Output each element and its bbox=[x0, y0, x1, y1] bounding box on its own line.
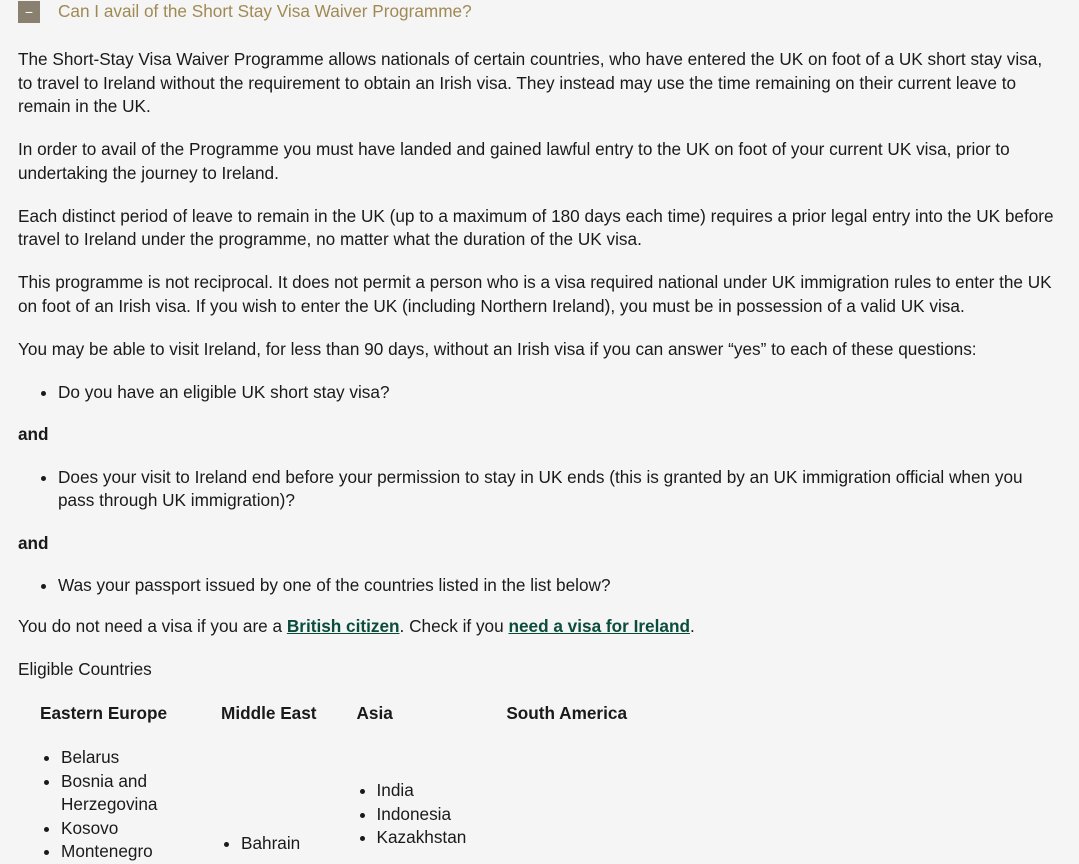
and-label: and bbox=[18, 424, 49, 444]
question-item: • Does your visit to Ireland end before your permission to stay in UK ends (this is granted by an UK immigration official when you pass through UK immigration)? bbox=[58, 466, 1058, 513]
accordion-content bbox=[18, 48, 1058, 864]
country-item: • Bosnia and Herzegovina bbox=[61, 770, 181, 817]
header-eastern-europe: Eastern Europe bbox=[40, 703, 168, 723]
questions-intro-paragraph: You may be able to visit Ireland, for less than 90 days, without an Irish visa if you can answer “yes” to each of these questions: bbox=[18, 338, 977, 359]
and-label: and bbox=[18, 532, 49, 553]
header-asia: Asia bbox=[356, 703, 393, 723]
reciprocal-paragraph: This programme is not reciprocal. It does not permit a person who is a visa required national under UK immigration rules to enter the UK on foot of an Irish visa. If you wish to enter the UK (including Northern Ireland), you must be in possession of a valid UK visa. bbox=[18, 272, 1052, 316]
country-item: • Montenegro bbox=[61, 840, 181, 864]
country-item: • Kosovo bbox=[61, 817, 181, 841]
entry-paragraph: In order to avail of the Programme you must have landed and gained lawful entry to the UK on foot of your current UK visa, prior to undertaking the journey to Ireland. bbox=[18, 139, 1010, 183]
question-item: • Was your passport issued by one of the countries listed in the list below? bbox=[58, 574, 1058, 598]
country-item: • Bahrain bbox=[241, 832, 317, 856]
country-item: • Indonesia bbox=[377, 803, 467, 827]
eligible-countries-label: Eligible Countries bbox=[18, 658, 152, 679]
country-item: • Belarus bbox=[61, 746, 181, 770]
need-visa-link[interactable]: need a visa for Ireland bbox=[508, 615, 690, 636]
country-item: • Kazakhstan bbox=[377, 826, 467, 850]
accordion-title[interactable]: Can I avail of the Short Stay Visa Waiver Programme? bbox=[58, 1, 472, 22]
cell-eastern-europe bbox=[20, 726, 201, 864]
no-visa-paragraph bbox=[18, 615, 1058, 639]
question-list-3 bbox=[18, 574, 1058, 598]
country-item: • India bbox=[377, 779, 467, 803]
no-visa-suffix: . bbox=[689, 615, 695, 636]
intro-paragraph: The Short-Stay Visa Waiver Programme allows nationals of certain countries, who have entered the UK on foot of a UK short stay visa, to travel to Ireland without the requirement to obtain an Irish visa. They instead may use the time remaining on their current leave to remain in the UK. bbox=[18, 49, 1043, 116]
no-visa-prefix: You do not need a visa if you are a bbox=[18, 615, 287, 636]
header-south-america: South America bbox=[506, 703, 627, 723]
question-list-1 bbox=[18, 381, 1058, 405]
question-list-2 bbox=[18, 466, 1058, 513]
cell-middle-east bbox=[201, 726, 337, 864]
leave-paragraph: Each distinct period of leave to remain in the UK (up to a maximum of 180 days each time) requires a prior legal entry into the UK before travel to Ireland under the programme, no matter what the duration of the UK visa. bbox=[18, 205, 1054, 249]
eligible-countries-table bbox=[20, 702, 647, 864]
british-citizen-link[interactable]: British citizen bbox=[286, 615, 400, 636]
list-asia bbox=[337, 779, 467, 850]
header-middle-east: Middle East bbox=[221, 703, 317, 723]
accordion-header[interactable] bbox=[18, 0, 472, 24]
cell-south-america bbox=[486, 726, 647, 864]
cell-asia bbox=[337, 726, 487, 864]
list-eastern-europe bbox=[20, 746, 181, 864]
question-item: • Do you have an eligible UK short stay visa? bbox=[58, 381, 1058, 405]
no-visa-middle: . Check if you bbox=[399, 615, 509, 636]
minus-icon: − bbox=[24, 4, 34, 20]
collapse-toggle-button[interactable] bbox=[18, 1, 40, 23]
